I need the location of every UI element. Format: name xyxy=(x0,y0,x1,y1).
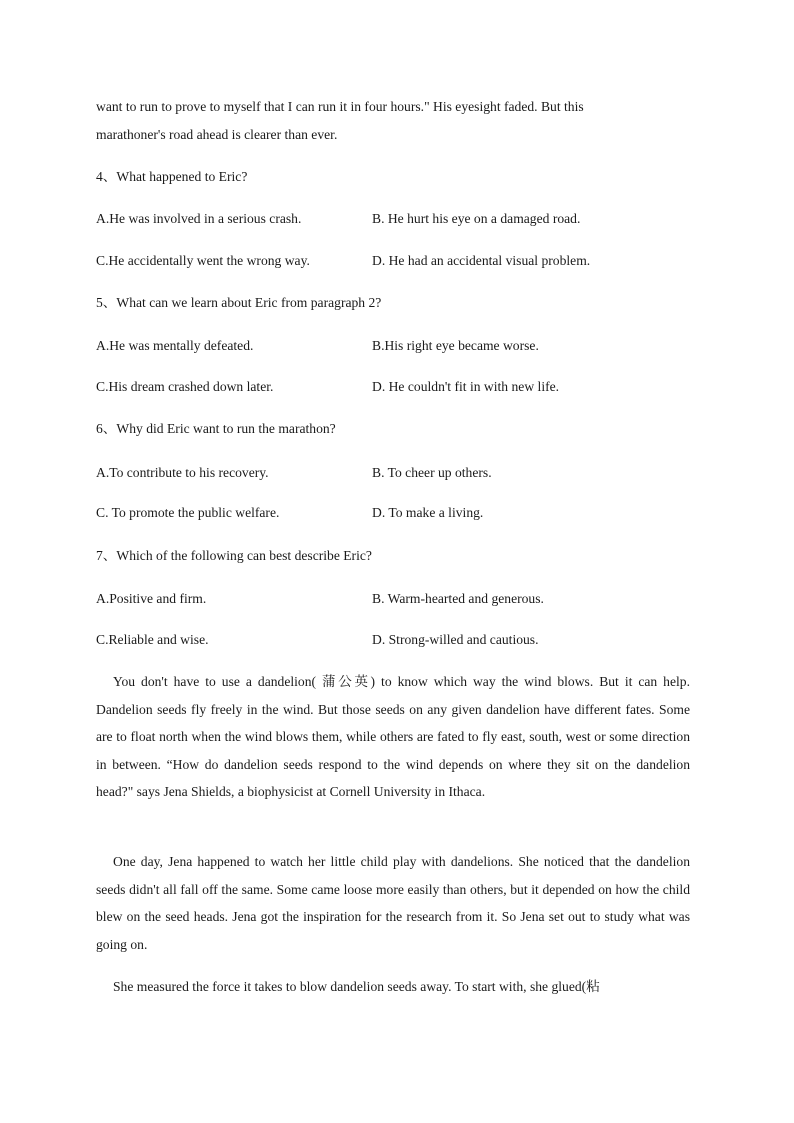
passage-paragraph-3: She measured the force it takes to blow dandelion seeds away. To start with, she glued(粘 xyxy=(113,979,600,994)
intro-line-1: want to run to prove to myself that I can run it in four hours." His eyesight faded. But this xyxy=(96,99,584,114)
question-5-option-a: A.He was mentally defeated. xyxy=(96,338,254,353)
question-6-option-c: C. To promote the public welfare. xyxy=(96,505,280,520)
question-4-option-c: C.He accidentally went the wrong way. xyxy=(96,253,310,268)
question-5-option-b: B.His right eye became worse. xyxy=(372,338,539,353)
question-6-option-b: B. To cheer up others. xyxy=(372,465,492,480)
question-5-option-d: D. He couldn't fit in with new life. xyxy=(372,379,560,394)
question-5-option-c: C.His dream crashed down later. xyxy=(96,379,274,394)
question-6-option-d: D. To make a living. xyxy=(372,505,484,520)
question-4-stem: 4、What happened to Eric? xyxy=(96,169,248,184)
question-5-stem: 5、What can we learn about Eric from paragraph 2? xyxy=(96,295,382,310)
question-4-option-d: D. He had an accidental visual problem. xyxy=(372,253,591,268)
question-7-option-c: C.Reliable and wise. xyxy=(96,632,209,647)
question-4-option-b: B. He hurt his eye on a damaged road. xyxy=(372,211,581,226)
question-4-option-a: A.He was involved in a serious crash. xyxy=(96,211,302,226)
question-7-option-b: B. Warm-hearted and generous. xyxy=(372,591,544,606)
question-6-option-a: A.To contribute to his recovery. xyxy=(96,465,269,480)
intro-line-2: marathoner's road ahead is clearer than ever. xyxy=(96,127,338,142)
passage-paragraph-2: One day, Jena happened to watch her little child play with dandelions. She noticed that the dandelion seeds didn't all fall off the same. Some came loose more easily than others, but it depended on how the child blew on the seed heads. Jena got the inspiration for the research from it. So Jena set out to study what was going on. xyxy=(96,854,690,952)
passage-paragraph-1: You don't have to use a dandelion( 蒲公英) to know which way the wind blows. But it can help. Dandelion seeds fly freely in the wind. But those seeds on any given dandelion have different fates. Some are to float north when the wind blows them, while others are fated to fly east, south, west or some direction in between. “How do dandelion seeds respond to the wind depends on where they sit on the dandelion head?" says Jena Shields, a biophysicist at Cornell University in Ithaca. xyxy=(96,674,690,800)
question-7-option-d: D. Strong-willed and cautious. xyxy=(372,632,539,647)
question-7-stem: 7、Which of the following can best describe Eric? xyxy=(96,548,372,563)
question-7-option-a: A.Positive and firm. xyxy=(96,591,207,606)
question-6-stem: 6、Why did Eric want to run the marathon? xyxy=(96,421,336,436)
